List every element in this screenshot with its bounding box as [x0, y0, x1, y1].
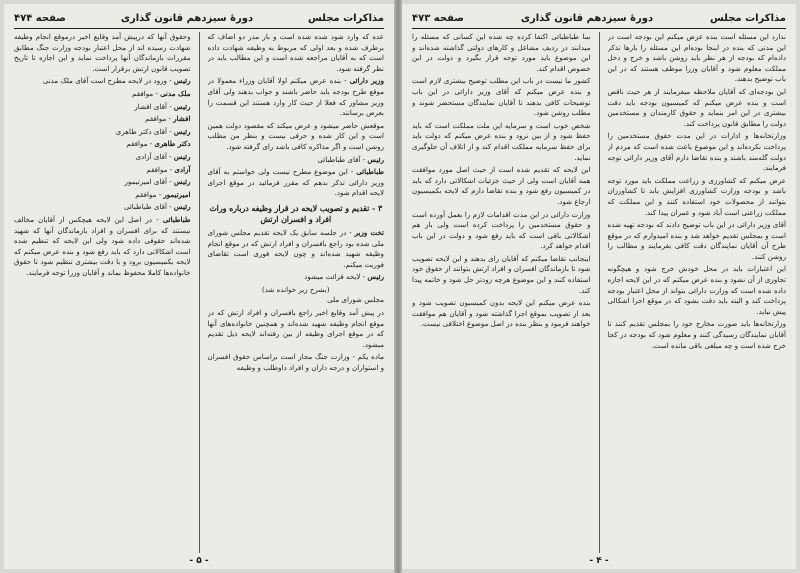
paragraph-text: بنده عرض میکنم اولا آقایان وزراء معمولا در موقع طرح بودجه باید حاضر باشند و جواب بدهند ولی آقای وزیر مشاور که فعلا از حیث کار وارد هستند این قسمت را بعرض برسانند.	[207, 76, 384, 118]
paragraph: وزیر دارائی - بنده عرض میکنم اولا آقایان وزراء معمولا در موقع طرح بودجه باید حاضر باشند و جواب بدهند ولی آقای وزیر مشاور که فعلا از حیث کار وارد هستند این قسمت را بعرض برسانند.	[207, 76, 384, 118]
right-page-columns	[412, 32, 786, 553]
speaker-name: طباطبائی	[162, 214, 191, 224]
paragraph	[608, 264, 787, 317]
paragraph: دکتر طاهری - موافقم	[126, 139, 191, 149]
paragraph-text: مجلس شورای ملی	[327, 295, 384, 305]
right-page-title: دورهٔ سیزدهم قانون گذاری	[520, 12, 654, 24]
paragraph: رئیس - لایحه قرائت میشود	[304, 272, 384, 282]
paragraph	[412, 254, 591, 296]
right-page-header	[412, 10, 786, 26]
speaker-name: رئیس	[173, 126, 191, 136]
paragraph-text: ندارد این مسئله است بنده عرض میکنم این بودجه است در این مدتی که بنده در اینجا بوده‌ام این مسئله را بارها تذکر داده‌ام که بودجه از هر نظر باید روشن باشد و خرج و دخل مملکت معلوم شود و آقایان وزرا موظف هستند که در این باب توضیح بدهند.	[607, 32, 786, 84]
paragraph-text: آقای دکتر طاهری	[115, 126, 167, 136]
left-page-title: دورهٔ سیزدهم قانون گذاری	[120, 12, 254, 24]
paragraph	[412, 165, 591, 207]
paragraph-text: این موضوع مطرح نیست ولی خواستم به آقای وزیر دارائی تذکر بدهم که مقرر فرمائید در موقع اجرای لایحه اقدام شود.	[207, 167, 384, 198]
speaker-name: طباطبائی	[356, 167, 384, 177]
speaker-name: افشار	[173, 114, 191, 124]
left-page-number: صفحه ۴۷۴	[14, 12, 66, 24]
paragraph: رئیس - آقای طباطبائی	[317, 154, 384, 164]
speaker-name: وزیر دارائی	[349, 76, 384, 86]
speaker-name: تخت وزیر	[354, 227, 384, 237]
paragraph-text: آقای طباطبائی	[123, 202, 167, 212]
speaker-name: ملک مدنی	[160, 88, 191, 98]
paragraph-text: وزارتخانه‌ها و ادارات در این مدت حقوق مستخدمین را پرداخت نکرده‌اند و این موضوع باعث شده است که مردم از دولت گله‌مند باشند و بنده تقاضا دارم آقای وزیر دارائی توجه فرمایند.	[607, 131, 786, 173]
right-page	[402, 4, 796, 569]
paragraph	[608, 32, 787, 85]
paragraph-text: شخص خوب است و سرمایه این ملت مملکت است که باید حفظ شود و از بین نرود و بنده عرض میکنم که دولت باید برای حفظ سرمایه مملکت اقدام کند و از اتلاف آن جلوگیری نماید.	[412, 120, 591, 162]
paragraph-text: اینجانب تقاضا میکنم که آقایان رای بدهند و این لایحه تصویب شود تا بازماندگان افسران و افراد ارتش بتوانند از حقوق خود استفاده کنند و این موضوع هرچه زودتر حل شود و خاتمه پیدا کند.	[412, 253, 591, 295]
reading-note: (بشرح زیر خوانده شد)	[261, 284, 330, 294]
section-heading: ۳ - تقدیم و تصویب لایحه در قرار وظیفه درباره وراث افراد و افسران ارتش	[209, 203, 383, 224]
paragraph-text: آقای امیرتیمور	[124, 177, 167, 187]
text-column	[208, 32, 385, 553]
paragraph: تخت وزیر - در جلسه سابق یک لایحه تقدیم مجلس شورای ملی شده بود راجع بافسران و افراد ارتش که در موقع انجام وظیفه شهید شده‌اند و چون لایحه فوری است تقاضای فوریت میکنم.	[207, 227, 384, 269]
paragraph	[608, 176, 787, 218]
paragraph: امیرتیمور - موافقم	[135, 189, 191, 199]
paragraph-text: در پیش آمد وقایع اخیر راجع بافسران و افراد ارتش که در موقع انجام وظیفه شهید شده‌اند و همچنین خانواده‌های آنها که در موقع اجرای وظیفه از بین رفته‌اند لایحه ذیل تقدیم میشود.	[207, 308, 384, 349]
paragraph-text: ماده یکم - وزارت جنگ مجاز است براساس حقوق افسران و استواران و درجه داران و افراد داوطلب و وظیفه	[207, 352, 384, 373]
paragraph	[412, 121, 591, 163]
text-column	[608, 32, 787, 553]
paragraph-text: موافقم	[146, 164, 168, 174]
paragraph-text: عرض میکنم که کشاورزی و زراعت مملکت باید مورد توجه باشد و بودجه وزارت کشاورزی افزایش یابد تا کشاورزان بتوانند از محصولات خود استفاده کنند و این مملکت که مملکت زراعتی است آباد شود و عمران پیدا کند.	[607, 175, 786, 217]
paragraph	[208, 308, 385, 350]
left-page	[4, 4, 394, 569]
paragraph-text: وحقوق آنها که درپیش آمد وقایع اخیر درموقع انجام وظیفه شهادت رسیده اند از محل اعتبار بودجه وزارت جنگ مطابق مقررات بازماندگان آنها پرداخت نماید و این اجازه تا تاریخ تصویب قانون ارتش برقرار است.	[14, 32, 191, 73]
paragraph-text: موافقم	[145, 114, 167, 124]
paragraph-text: ورود در لایحه مطرح است آقای ملک مدنی	[42, 76, 167, 86]
paragraph-text: وزارت دارائی در این مدت اقدامات لازم را بعمل آورده است و حقوق مستخدمین را پرداخت کرده است ولی باز هم اشکالاتی باقی است که باید رفع شود و دولت در این باب اقدام خواهد کرد.	[412, 209, 591, 251]
paragraph-text: آقای طباطبائی	[317, 154, 361, 164]
paragraph-text: آقای وزیر دارائی در این باب توضیح دادند که بودجه تهیه شده است و بمجلس تقدیم خواهد شد و بنده امیدوارم که در موقع طرح آن آقایان نمایندگان دقت کافی بفرمایند و مطالب را روشن کنند.	[607, 220, 786, 261]
paragraph: رئیس - ورود در لایحه مطرح است آقای ملک مدنی	[42, 76, 191, 86]
paragraph-text: در جلسه سابق یک لایحه تقدیم مجلس شورای ملی شده بود راجع بافسران و افراد ارتش که در موقع انجام وظیفه شهید شده‌اند و چون لایحه فوری است تقاضای فوریت میکنم.	[207, 227, 384, 269]
speaker-name: دکتر طاهری	[154, 139, 191, 149]
right-page-subtitle: مذاکرات مجلس	[709, 12, 786, 24]
paragraph-text: آقای آزادی	[135, 151, 167, 161]
paragraph: رئیس - آقای امیرتیمور	[124, 177, 191, 187]
paragraph	[608, 220, 787, 262]
paragraph	[412, 298, 591, 330]
speaker-name: رئیس	[367, 272, 384, 282]
paragraph	[208, 121, 385, 153]
left-page-header	[14, 10, 384, 26]
paragraph: آزادی - موافقم	[146, 164, 191, 174]
paragraph	[208, 352, 385, 373]
paragraph-text: لایحه قرائت میشود	[304, 272, 361, 282]
paragraph-text: کشور ما نیست در باب این مطلب توضیح بیشتری لازم است و بنده عرض میکنم که آقای وزیر دارائی در این باب توضیحات کافی بدهند تا آقایان نمایندگان مستحضر شوند و مطلب روشن شود.	[412, 76, 591, 118]
left-page-subtitle: مذاکرات مجلس	[307, 12, 384, 24]
paragraph: افشار - موافقم	[145, 114, 191, 124]
left-page-folio: - ۵ -	[189, 556, 209, 566]
header-rule	[14, 28, 384, 29]
paragraph-text: موافقم	[132, 88, 154, 98]
paragraph-text: موافقم	[135, 189, 157, 199]
speaker-name: آزادی	[174, 164, 191, 174]
paragraph-text: سا طباطبائی اکتفا کرده چه شده این کسانی که مسئله را میدانند در ردیف مشاغل و کارهای دولتی گذاشته شده‌اند و این موضوع باید مورد توجه قرار بگیرد و دولت در این خصوص اقدام کند.	[412, 32, 591, 73]
paragraph-text: عده که وارد شود شده شده است و بار مدر دو اضاف که برطرف شده و بعد اولی که مربوط به وظیفه شهادت داده است که به آقایان مراجعه شده است و این مطالب باید در نظر گرفته شود.	[207, 32, 384, 73]
speaker-name: امیرتیمور	[163, 189, 191, 199]
paragraph-text: در اصل این لایحه هیچکس از آقایان مخالف نیستند که برای افسران و افراد بازماندگان آنها که شهید شده‌اند حقوقی داده شود ولی این لایحه که تنظیم شده است اشکالاتی دارد که باید رفع شود و بنده عرض میکنم که لایحه بکمیسیون برود و با دقت بیشتری تنظیم شود تا حقوق خانواده‌ها کاملا محفوظ بماند و آقایان وزرا توجه فرمایند.	[14, 214, 191, 277]
paragraph: طباطبائی - این موضوع مطرح نیست ولی خواستم به آقای وزیر دارائی تذکر بدهم که مقرر فرمائید در موقع اجرای لایحه اقدام شود.	[207, 167, 384, 198]
header-rule	[412, 28, 786, 29]
column-divider	[599, 32, 600, 553]
speaker-name: رئیس	[173, 177, 191, 187]
paragraph: رئیس - آقای افشار	[134, 101, 191, 111]
paragraph-text: بنده عرض میکنم این لایحه بدون کمیسیون تصویب شود و بعد از تصویب بموقع اجرا گذاشته شود و آقایان هم موافقت خواهند فرمود و بنظر بنده در اصل موضوع اختلافی نیست.	[412, 298, 591, 329]
paragraph	[412, 210, 591, 252]
paragraph-text: این بودجه‌ای که آقایان ملاحظه میفرمایند از هر حیث ناقص است و بنده عرض میکنم که کمیسیون بودجه باید دقت بیشتری در این امر بنماید و حقوق کارمندان و مستخدمین دولت را مطابق قانون پرداخت کند.	[607, 86, 786, 128]
speaker-name: رئیس	[173, 101, 191, 111]
paragraph-text: موافقم	[126, 139, 148, 149]
paragraph: طباطبائی - در اصل این لایحه هیچکس از آقایان مخالف نیستند که برای افسران و افراد بازماندگان آنها که شهید شده‌اند حقوقی داده شود ولی این لایحه که تنظیم شده است اشکالاتی دارد که باید رفع شود و بنده عرض میکنم که لایحه بکمیسیون برود و با دقت بیشتری تنظیم شود تا حقوق خانواده‌ها کاملا محفوظ بماند و آقایان وزرا توجه فرمایند.	[14, 214, 191, 277]
right-page-folio: - ۴ -	[589, 556, 609, 566]
paragraph: ملک مدنی - موافقم	[132, 88, 191, 98]
paragraph-text: آقای افشار	[134, 101, 167, 111]
right-page-number: صفحه ۴۷۳	[412, 12, 464, 24]
paragraph-text: وزارتخانه‌ها باید صورت مخارج خود را بمجلس تقدیم کنند تا آقایان نمایندگان رسیدگی کنند و معلوم شود که بودجه در کجا خرج شده است و چه مبلغی باقی مانده است.	[607, 319, 786, 350]
paragraph	[208, 32, 385, 74]
text-column	[14, 32, 191, 553]
paragraph	[608, 87, 787, 129]
column-divider	[199, 32, 200, 553]
paragraph	[14, 32, 191, 74]
paragraph	[412, 32, 591, 74]
text-column	[412, 32, 591, 553]
paragraph: رئیس - آقای آزادی	[135, 151, 191, 161]
left-page-columns	[14, 32, 384, 553]
paragraph	[608, 131, 787, 173]
speaker-name: رئیس	[173, 202, 191, 212]
paragraph: رئیس - آقای طباطبائی	[123, 202, 191, 212]
paragraph-text: موقعش حاضر میشود و عرض میکند که مقصود دولت همین است و این کار شده و حرفی نیست و بنظر من مطلب روشن است و اگر مذاکره کافی باشد رای گرفته شود.	[207, 120, 384, 151]
speaker-name: رئیس	[173, 76, 191, 86]
book-gutter	[394, 0, 402, 573]
paragraph-text: این اعتبارات باید در محل خودش خرج شود و هیچگونه تجاوزی از آن نشود و بنده عرض میکنم که در این لایحه اجازه داده شده است که وزارت دارائی بتواند از محل اعتبار بودجه پرداخت کند و البته باید دقت بشود که در موقع اجرا اشکالی پیش نیاید.	[607, 264, 786, 316]
paragraph	[412, 76, 591, 118]
paragraph-text: این لایحه که تقدیم شده است از حیث اصل مورد موافقت همه آقایان است ولی از حیث جزئیات اشکالاتی دارد که باید در کمیسیون رفع شود و بنده تقاضا دارم که لایحه بکمیسیون ارجاع شود.	[412, 165, 591, 206]
paragraph	[208, 295, 385, 306]
paragraph	[608, 319, 787, 351]
speaker-name: رئیس	[173, 151, 191, 161]
paragraph: رئیس - آقای دکتر طاهری	[115, 126, 191, 136]
speaker-name: رئیس	[367, 154, 384, 164]
